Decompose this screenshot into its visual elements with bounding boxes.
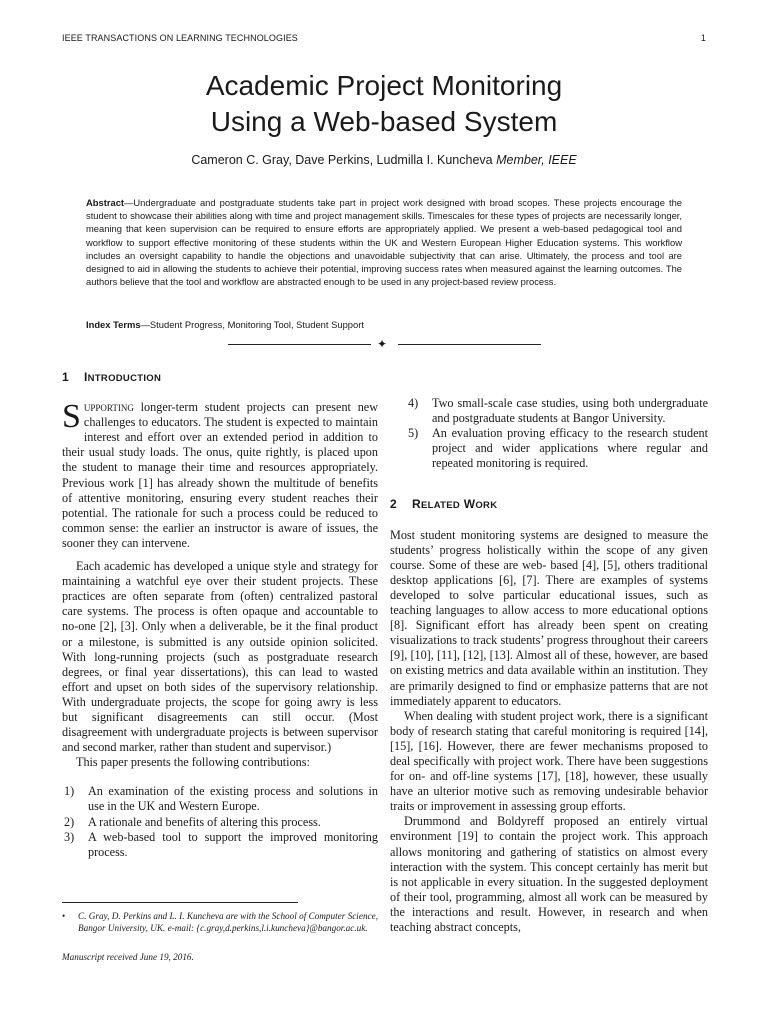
related-paragraph-3: Drummond and Boldyreff proposed an entirely virtual environment [19] to contain the project work. This approach allows monitoring and gathering of statistics on almost every interaction with the system. This concept certainly has merit but is not applicable in every situation. In the suggested deployment of their tool, programming, almost all work can be measured by the interactions and result. However, in research and when teaching abstract concepts, xyxy=(390,814,708,934)
page-number: 1 xyxy=(700,33,706,43)
divider-diamond-icon: ✦ xyxy=(377,337,388,351)
abstract-text: —Undergraduate and postgraduate students take part in project work designed with broad scopes. These projects encourage the student to showcase their abilities along with time and project management skills. Timescales for these types of projects are necessarily longer, meaning that keen supervision can be required to ensure efforts are appropriately applied. We present a web-based pedagogical tool and workflow to support effective monitoring of these students within the UK and Western European Higher Education systems. This workflow includes an oversight capability to handle the objections and unavoidable subjectivity that can arise. Ultimately, the process and tool are designed to aid in allowing the students to achieve their potential, improving success rates when measured against the learning outcomes. The authors believe that the tool and workflow are abstracted enough to be used in any project-based review process. xyxy=(86,197,682,288)
contributions-list-continued xyxy=(406,396,708,471)
section-heading-introduction: 1 INTRODUCTION xyxy=(62,370,162,384)
author-names: Cameron C. Gray, Dave Perkins, Ludmilla I. Kuncheva xyxy=(191,153,493,167)
right-column xyxy=(390,396,708,935)
index-terms-text: —Student Progress, Monitoring Tool, Student Support xyxy=(140,319,364,330)
section-number: 1 xyxy=(62,370,69,384)
divider-line-right xyxy=(398,344,541,345)
footnote-text: C. Gray, D. Perkins and L. I. Kuncheva are with the School of Computer Science, Bangor University, UK. e-mail: {c.gray,d.perkins,l.i.kuncheva}@bangor.ac.uk. xyxy=(78,911,378,933)
related-paragraph-2: When dealing with student project work, there is a significant body of research stating that careful monitoring is required [14], [15], [16]. However, there are fewer mechanisms proposed to deal specifically with project work. There have been suggestions for on- and off-line systems [17], [18], however, these usually have an ulterior motive such as removing undesirable behavior traits or improvement in assessing group efforts. xyxy=(390,708,708,814)
intro-paragraph-2: Each academic has developed a unique style and strategy for maintaining a watchful eye over their student projects. These practices are often separate from (often) centralized pastoral care systems. The process is often opaque and accountable to no-one [2], [3]. Only when a deliverable, be it the final product or a milestone, is submitted is any outside opinion solicited. With long-running projects (such as postgraduate research degrees, or final year dissertations), this can lead to wasted effort and upset on both sides of the supervisory relationship. With undergraduate projects, the scope for going awry is less but significant disagreements can still occur. (Most disagreement with undergraduate projects is between supervisor and second marker, rather than student and supervisor.) xyxy=(62,559,378,755)
list-item: 4) Two small-scale case studies, using both undergraduate and postgraduate students at Bangor University. xyxy=(408,396,708,426)
index-terms-label: Index Terms xyxy=(86,319,141,330)
abstract-label: Abstract xyxy=(86,197,125,208)
drop-cap: S xyxy=(62,398,81,436)
intro-paragraph-1: Supporting longer-term student projects can present new challenges to educators. The student is expected to maintain interest and effort over an extended period in addition to their usual study loads. The onus, quite rightly, is placed upon the student to manage their time and resources appropriately. Previous work [1] has already shown the multitude of benefits of attentive monitoring, ensuring every student reaches their potential. The rationale for such a process could be reduced to common sense: the earlier an instructor is aware of issues, the sooner they can intervene. xyxy=(62,398,378,550)
section-heading-related-work: 2 RELATED WORK xyxy=(390,497,498,512)
contributions-list xyxy=(62,784,378,859)
list-item: 2) A rationale and benefits of altering this process. xyxy=(64,814,321,829)
running-header xyxy=(62,33,706,47)
section-divider xyxy=(228,338,541,350)
title-line-2: Using a Web-based System xyxy=(210,106,558,137)
journal-name: IEEE TRANSACTIONS ON LEARNING TECHNOLOGIES xyxy=(62,33,298,43)
index-terms xyxy=(86,318,682,331)
author-list xyxy=(62,153,706,167)
author-footnote xyxy=(62,910,378,934)
paper-title xyxy=(62,68,706,140)
footnote-bullet: • xyxy=(62,911,66,921)
left-column xyxy=(62,370,378,860)
abstract xyxy=(86,196,682,288)
author-membership: Member, IEEE xyxy=(496,153,577,167)
manuscript-received: Manuscript received June 19, 2016. xyxy=(62,952,194,962)
footnote-rule xyxy=(62,902,298,903)
divider-line-left xyxy=(228,344,371,345)
list-item: 1) An examination of the existing process and solutions in use in the UK and Western Europe. xyxy=(64,784,378,814)
intro-paragraph-3: This paper presents the following contributions: xyxy=(76,755,310,770)
section-number: 2 xyxy=(390,497,397,512)
list-item: 5) An evaluation proving efficacy to the research student project and wider applications where regular and repeated monitoring is required. xyxy=(408,426,708,471)
related-paragraph-1: Most student monitoring systems are designed to measure the students’ progress holistically within the scope of any given course. Some of these are web- based [4], [5], others traditional desktop applications [6], [7]. There are examples of systems developed to solve particular educational issues, such as teaching languages to allow access to more educational options [8]. Significant effort has already been spent on creating visualizations to track students’ progress throughout their careers [9], [10], [11], [12], [13]. Almost all of these, however, are based on existing metrics and data available within an institution. They are primarily designed to find or emphasize patterns that are not immediately apparent to educators. xyxy=(390,527,708,708)
title-line-1: Academic Project Monitoring xyxy=(205,70,563,101)
list-item: 3) A web-based tool to support the improved monitoring process. xyxy=(64,829,378,859)
